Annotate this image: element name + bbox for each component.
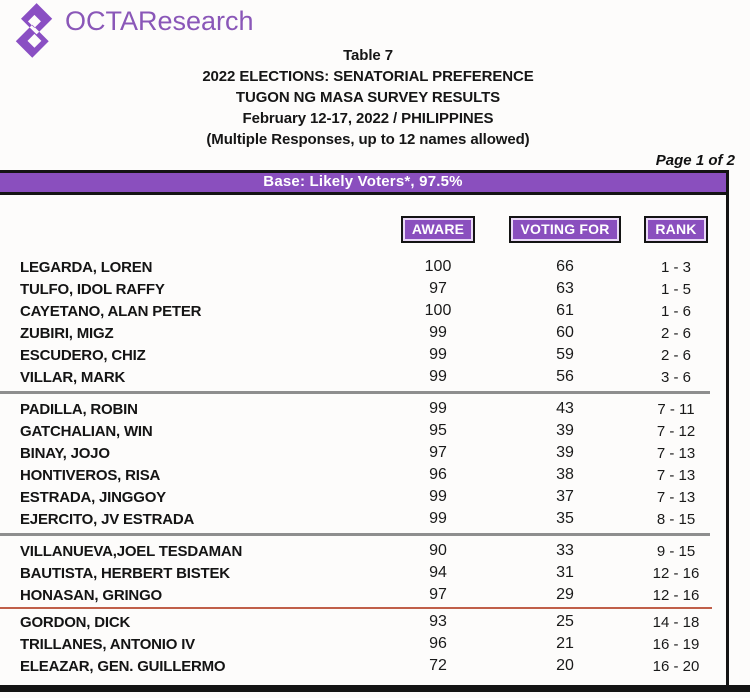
column-header-rank: RANK <box>644 216 707 243</box>
voting-for-value: 29 <box>556 586 574 603</box>
voting-for-value: 38 <box>556 466 574 483</box>
aware-value: 99 <box>429 346 447 363</box>
table-row <box>0 464 726 486</box>
table-row <box>0 611 726 633</box>
voting-for-value: 56 <box>556 368 574 385</box>
candidate-name: CAYETANO, ALAN PETER <box>20 302 202 320</box>
candidate-name: TRILLANES, ANTONIO IV <box>20 635 195 653</box>
rank-value: 2 - 6 <box>660 346 691 364</box>
table-row <box>0 398 726 420</box>
rank-value: 7 - 13 <box>656 466 696 484</box>
table-row <box>0 344 726 366</box>
table-row <box>0 562 726 584</box>
rank-value: 8 - 15 <box>656 510 696 528</box>
candidate-name: VILLAR, MARK <box>20 368 126 386</box>
column-header-voting-for: VOTING FOR <box>509 216 620 243</box>
candidate-name: ZUBIRI, MIGZ <box>20 324 114 342</box>
aware-value: 96 <box>429 635 447 652</box>
candidate-name: ELEAZAR, GEN. GUILLERMO <box>20 657 226 675</box>
candidate-name: EJERCITO, JV ESTRADA <box>20 510 195 528</box>
results-table <box>0 170 729 692</box>
aware-value: 72 <box>429 657 447 674</box>
candidate-name: PADILLA, ROBIN <box>20 400 138 418</box>
group-divider-gray <box>0 391 710 394</box>
column-header-aware: AWARE <box>401 216 475 243</box>
title-line-table-number: Table 7 <box>343 47 393 64</box>
table-row <box>0 540 726 562</box>
aware-value: 95 <box>429 422 447 439</box>
candidate-name: BAUTISTA, HERBERT BISTEK <box>20 564 230 582</box>
candidate-name: ESTRADA, JINGGOY <box>20 488 166 506</box>
bottom-border-rule <box>0 685 750 692</box>
title-line-election: 2022 ELECTIONS: SENATORIAL PREFERENCE <box>202 68 534 85</box>
table-row <box>0 322 726 344</box>
candidate-name: HONASAN, GRINGO <box>20 586 163 604</box>
page-indicator: Page 1 of 2 <box>655 152 735 169</box>
candidate-name: VILLANUEVA,JOEL TESDAMAN <box>20 542 243 560</box>
aware-value: 97 <box>429 280 447 297</box>
aware-value: 97 <box>429 444 447 461</box>
voting-for-value: 25 <box>556 613 574 630</box>
rank-value: 9 - 15 <box>656 542 696 560</box>
rank-value: 12 - 16 <box>652 564 700 582</box>
table-row <box>0 655 726 677</box>
table-row <box>0 633 726 655</box>
aware-value: 90 <box>429 542 447 559</box>
aware-value: 99 <box>429 324 447 341</box>
aware-value: 99 <box>429 368 447 385</box>
aware-value: 94 <box>429 564 447 581</box>
rank-value: 12 - 16 <box>652 586 700 604</box>
table-rows <box>0 256 726 677</box>
candidate-name: GORDON, DICK <box>20 613 131 631</box>
table-row <box>0 278 726 300</box>
voting-for-value: 37 <box>556 488 574 505</box>
rank-value: 3 - 6 <box>660 368 691 386</box>
title-line-note: (Multiple Responses, up to 12 names allowed) <box>206 131 530 148</box>
column-header-row <box>0 216 726 243</box>
voting-for-value: 59 <box>556 346 574 363</box>
rank-value: 7 - 12 <box>656 422 696 440</box>
aware-value: 93 <box>429 613 447 630</box>
table-row <box>0 584 726 606</box>
voting-for-value: 35 <box>556 510 574 527</box>
rank-value: 2 - 6 <box>660 324 691 342</box>
aware-value: 97 <box>429 586 447 603</box>
table-row <box>0 508 726 530</box>
table-row <box>0 256 726 278</box>
table-row <box>0 300 726 322</box>
candidate-name: GATCHALIAN, WIN <box>20 422 153 440</box>
voting-for-value: 61 <box>556 302 574 319</box>
group-divider-gray <box>0 533 710 536</box>
base-banner: Base: Likely Voters*, 97.5% <box>0 170 726 195</box>
voting-for-value: 21 <box>556 635 574 652</box>
rank-value: 7 - 13 <box>656 444 696 462</box>
voting-for-value: 63 <box>556 280 574 297</box>
aware-value: 100 <box>424 258 452 275</box>
title-line-survey: TUGON NG MASA SURVEY RESULTS <box>235 89 501 106</box>
title-line-date: February 12-17, 2022 / PHILIPPINES <box>242 110 494 127</box>
aware-value: 100 <box>424 302 452 319</box>
voting-for-value: 31 <box>556 564 574 581</box>
voting-for-value: 39 <box>556 444 574 461</box>
candidate-name: HONTIVEROS, RISA <box>20 466 161 484</box>
group-divider-red <box>0 607 712 609</box>
rank-value: 7 - 13 <box>656 488 696 506</box>
voting-for-value: 66 <box>556 258 574 275</box>
voting-for-value: 20 <box>556 657 574 674</box>
table-row <box>0 366 726 388</box>
rank-value: 1 - 5 <box>660 280 691 298</box>
aware-value: 96 <box>429 466 447 483</box>
rank-value: 1 - 3 <box>660 258 691 276</box>
aware-value: 99 <box>429 510 447 527</box>
candidate-name: ESCUDERO, CHIZ <box>20 346 146 364</box>
report-title <box>0 45 736 150</box>
candidate-name: BINAY, JOJO <box>20 444 110 462</box>
rank-value: 7 - 11 <box>657 400 695 418</box>
aware-value: 99 <box>429 488 447 505</box>
table-row <box>0 442 726 464</box>
voting-for-value: 39 <box>556 422 574 439</box>
table-row <box>0 420 726 442</box>
candidate-name: LEGARDA, LOREN <box>20 258 153 276</box>
aware-value: 99 <box>429 400 447 417</box>
rank-value: 14 - 18 <box>652 613 700 631</box>
voting-for-value: 33 <box>556 542 574 559</box>
candidate-name: TULFO, IDOL RAFFY <box>20 280 165 298</box>
voting-for-value: 60 <box>556 324 574 341</box>
rank-value: 16 - 19 <box>652 635 700 653</box>
voting-for-value: 43 <box>556 400 574 417</box>
rank-value: 1 - 6 <box>660 302 691 320</box>
brand-name: OCTAResearch <box>65 5 254 36</box>
rank-value: 16 - 20 <box>652 657 700 675</box>
table-row <box>0 486 726 508</box>
